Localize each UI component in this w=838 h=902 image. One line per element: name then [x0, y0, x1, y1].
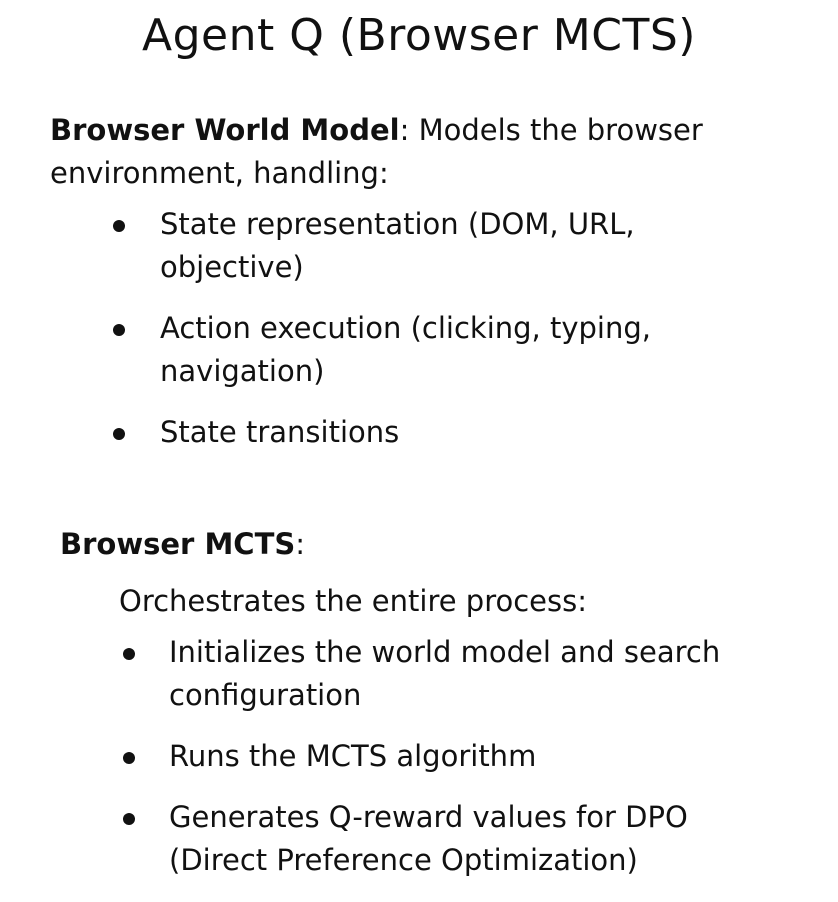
world-model-bullet-list — [50, 203, 810, 454]
world-model-intro — [50, 109, 810, 195]
bullet-dot-icon — [113, 324, 125, 336]
mcts-heading-line — [60, 523, 820, 566]
world-model-heading: Browser World Model — [50, 113, 400, 147]
bullet-text-line: (Direct Preference Optimization) — [169, 843, 638, 877]
mcts-intro: Orchestrates the entire process: — [119, 584, 588, 618]
list-item — [50, 411, 810, 454]
mcts-heading: Browser MCTS — [60, 527, 296, 561]
bullet-text-line: Generates Q-reward values for DPO — [169, 800, 688, 834]
bullet-dot-icon — [123, 752, 135, 764]
bullet-dot-icon — [113, 428, 125, 440]
list-item — [60, 796, 820, 882]
list-item — [60, 735, 820, 778]
browser-world-model-section — [50, 109, 810, 454]
bullet-text-line: State representation (DOM, URL, — [160, 207, 635, 241]
browser-mcts-section — [60, 523, 820, 882]
world-model-intro-text: : Models the browser environment, handling: — [50, 113, 703, 190]
bullet-dot-icon — [113, 220, 125, 232]
bullet-text-line: State transitions — [160, 415, 400, 449]
bullet-dot-icon — [123, 813, 135, 825]
list-item — [50, 203, 810, 289]
slide-title: Agent Q (Browser MCTS) — [142, 10, 696, 61]
bullet-text-line: Initializes the world model and search — [169, 635, 721, 669]
bullet-text-line: Runs the MCTS algorithm — [169, 739, 537, 773]
bullet-dot-icon — [123, 648, 135, 660]
mcts-heading-suffix: : — [295, 527, 306, 561]
list-item — [60, 631, 820, 717]
bullet-text-line: Action execution (clicking, typing, — [160, 311, 651, 345]
list-item — [50, 307, 810, 393]
bullet-text-line: configuration — [169, 678, 362, 712]
bullet-text-line: objective) — [160, 250, 304, 284]
mcts-bullet-list — [60, 631, 820, 882]
bullet-text-line: navigation) — [160, 354, 325, 388]
